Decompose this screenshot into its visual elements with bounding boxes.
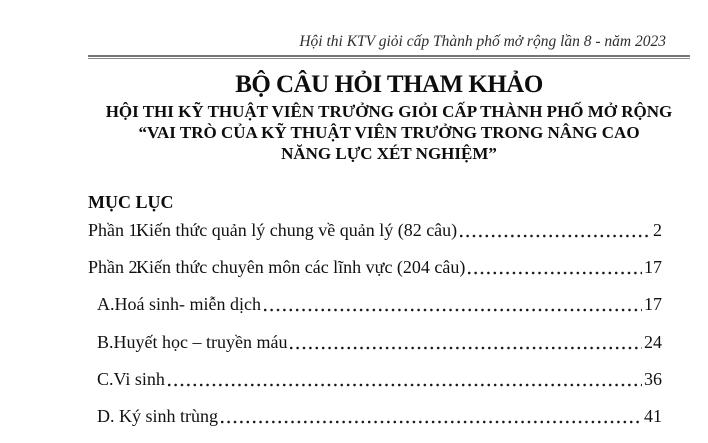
subtitle-line-3: NĂNG LỰC XÉT NGHIỆM” <box>281 144 497 163</box>
toc-heading: MỤC LỤC <box>88 192 174 212</box>
toc-entry-title: C.Vi sinh <box>97 368 165 389</box>
toc-entry-title: A.Hoá sinh- miễn dịch <box>97 294 261 315</box>
subtitle-line-2: “VAI TRÒ CỦA KỸ THUẬT VIÊN TRƯỞNG TRONG NÂNG CAO <box>138 123 640 142</box>
toc-page-number: 17 <box>644 294 662 315</box>
table-of-contents <box>88 220 690 443</box>
subtitle-line-1: HỘI THI KỸ THUẬT VIÊN TRƯỞNG GIỎI CẤP THÀNH PHỐ MỞ RỘNG <box>105 102 673 121</box>
toc-entry-huyet-hoc[interactable] <box>88 332 690 353</box>
rule-line-bottom <box>88 58 690 59</box>
toc-dot-leader <box>468 271 642 275</box>
toc-dot-leader <box>264 308 642 312</box>
toc-dot-leader <box>168 383 642 387</box>
header-double-rule <box>88 55 690 59</box>
toc-entry-title: D. Ký sinh trùng <box>97 405 218 426</box>
document-subtitle <box>88 101 690 164</box>
toc-entry-title: B.Huyết học – truyền máu <box>97 331 288 352</box>
toc-dot-leader <box>460 234 651 238</box>
toc-dot-leader <box>290 346 642 350</box>
toc-entry-phan-2[interactable] <box>88 257 690 278</box>
document-title: BỘ CÂU HỎI THAM KHẢO <box>235 71 543 98</box>
toc-entry-vi-sinh[interactable] <box>88 369 690 390</box>
toc-page-number: 36 <box>644 368 662 389</box>
toc-page-number: 41 <box>644 405 662 426</box>
toc-entry-title: Kiến thức quản lý chung về quản lý (82 câu) <box>136 220 458 240</box>
toc-entry-title: Kiến thức chuyên môn các lĩnh vực (204 câu) <box>136 257 466 278</box>
toc-entry-label: Phần 1. <box>88 220 142 240</box>
toc-page-number: 2 <box>653 220 662 240</box>
toc-entry-phan-1[interactable] <box>88 220 690 241</box>
toc-page-number: 24 <box>644 331 662 352</box>
toc-entry-label: Phần 2. <box>88 257 142 278</box>
toc-entry-hoa-sinh[interactable] <box>88 294 690 315</box>
running-header <box>88 31 690 52</box>
running-header-text: Hội thi KTV giỏi cấp Thành phố mở rộng lần 8 - năm 2023 <box>299 33 666 50</box>
toc-page-number: 17 <box>644 257 662 278</box>
toc-entry-ky-sinh-trung[interactable] <box>88 406 690 427</box>
toc-dot-leader <box>221 420 642 424</box>
